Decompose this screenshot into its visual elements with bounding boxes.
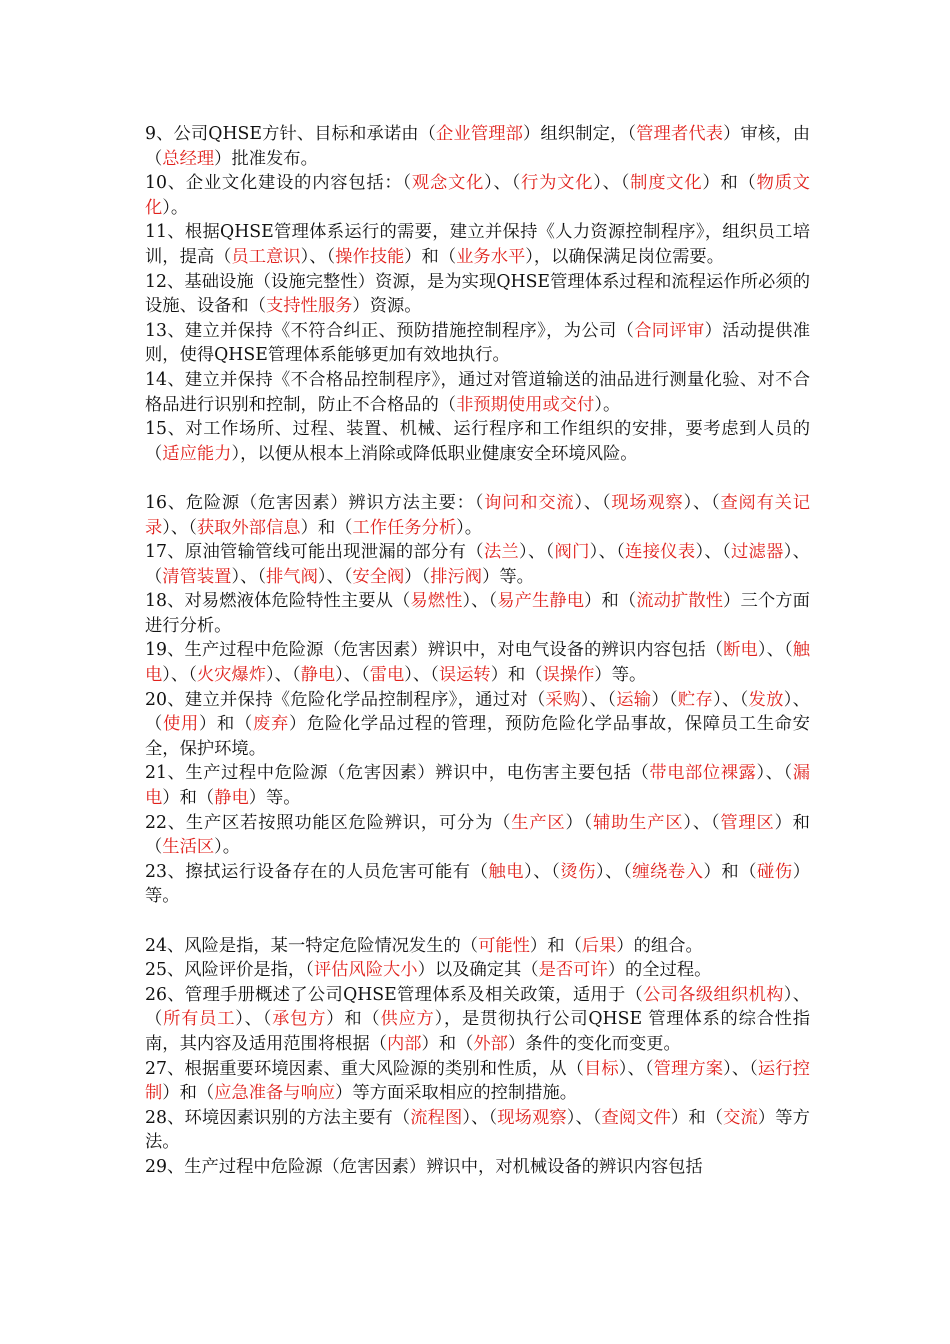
answer-text: 总经理: [162, 148, 215, 169]
question-text: ）、（: [266, 665, 301, 686]
question-text: 24、风险是指，某一特定危险情况发生的（: [145, 935, 479, 956]
question-text: ）危险化学品过程的管理，预防危险化学品事故，保障员工生命安全，保护环境。: [145, 714, 810, 759]
question-text: ）、（: [683, 812, 721, 833]
question-text: ）。: [214, 837, 241, 858]
answer-text: 过滤器: [730, 542, 784, 563]
question-text: ）（: [651, 689, 678, 710]
answer-text: 公司各级组织机构: [643, 984, 784, 1005]
answer-text: 操作技能: [335, 246, 405, 267]
question-text: 16、危险源（危害因素）辨识方法主要：（: [145, 492, 485, 513]
answer-text: 流动扩散性: [636, 591, 724, 612]
answer-text: 合同评审: [634, 320, 705, 341]
question-text: ）以及确定其（: [417, 960, 539, 981]
question-list: [145, 122, 810, 1180]
question-text: ）的组合。: [616, 935, 703, 956]
question-text: ）、（: [162, 517, 197, 538]
question-text: 12、基础设施（设施完整性）资源，是为实现QHSE管理体系过程和流程运作所必须的设施、设备和（: [145, 271, 810, 317]
question-text: ）和（: [162, 1083, 215, 1104]
answer-text: 触电: [488, 861, 525, 882]
answer-text: 现场观察: [611, 492, 684, 513]
question-paragraph: [145, 860, 810, 909]
answer-text: 火灾爆炸: [196, 665, 266, 686]
question-text: 25、风险评价是指，（: [145, 960, 314, 981]
question-paragraph: [145, 491, 810, 540]
question-text: ）、（: [723, 1058, 758, 1079]
question-text: ）组织制定，（: [523, 124, 637, 144]
question-text: 19、生产过程中危险源（危害因素）辨识中，对电气设备的辨识内容包括（: [145, 640, 724, 661]
answer-text: 断电: [723, 640, 758, 661]
question-text: 15、对工作场所、过程、装置、机械、运行程序和工作组织的安排，要考虑到人员的（: [145, 419, 810, 464]
answer-text: 供应方: [380, 1009, 435, 1030]
answer-text: 承包方: [272, 1009, 327, 1030]
answer-text: 评估风险大小: [313, 960, 418, 981]
question-text: ）、（: [300, 246, 336, 267]
question-text: ）和（: [162, 788, 215, 809]
answer-text: 现场观察: [497, 1107, 567, 1128]
answer-text: 内部: [386, 1033, 422, 1054]
question-paragraph: [145, 958, 810, 983]
answer-text: 漏电: [145, 763, 810, 809]
answer-text: 触电: [145, 640, 810, 686]
question-paragraph: [145, 638, 810, 687]
question-text: ）（: [404, 566, 431, 587]
question-text: ）和（: [529, 935, 582, 956]
question-text: ）批准发布。: [214, 148, 318, 169]
answer-text: 获取外部信息: [196, 517, 301, 538]
answer-text: 废弃: [252, 714, 289, 735]
question-paragraph: [145, 319, 810, 368]
question-text: ）和（: [584, 591, 637, 612]
answer-text: 物质文化: [145, 173, 810, 218]
question-text: ）和（: [300, 517, 353, 538]
question-text: ），是贯彻执行公司QHSE 管理体系的综合性指南，其内容及适用范围将根据（: [145, 1009, 810, 1054]
question-text: ）、（: [574, 492, 612, 513]
answer-text: 观念文化: [411, 173, 485, 194]
question-text: 21、生产过程中危险源（危害因素）辨识中，电伤害主要包括（: [145, 763, 650, 784]
question-text: 17、原油管输管线可能出现泄漏的部分有（: [145, 542, 484, 563]
answer-text: 安全阀: [352, 566, 405, 587]
question-text: ）和（: [671, 1107, 724, 1128]
question-paragraph: [145, 934, 810, 959]
question-text: ）、（: [713, 689, 749, 710]
answer-text: 使用: [163, 714, 199, 735]
question-paragraph: [145, 220, 810, 269]
question-text: ）、（: [484, 173, 522, 194]
question-text: ）。: [594, 394, 621, 415]
question-text: ）资源。: [352, 296, 422, 317]
question-text: 18、对易燃液体危险特性主要从（: [145, 591, 411, 612]
question-text: ）条件的变化而变更。: [507, 1033, 681, 1054]
question-text: 29、生产过程中危险源（危害因素）辨识中，对机械设备的辨识内容包括: [145, 1156, 703, 1177]
answer-text: 可能性: [478, 935, 530, 956]
answer-text: 带电部位裸露: [649, 763, 757, 784]
answer-text: 查阅文件: [601, 1107, 672, 1128]
question-text: ）、（: [618, 1058, 654, 1079]
answer-text: 运输: [616, 689, 652, 710]
question-text: ）、（: [335, 665, 370, 686]
question-text: ）、（: [566, 1107, 602, 1128]
question-text: ）等。: [482, 566, 534, 587]
question-text: ）三个方面进行分析。: [145, 591, 810, 636]
answer-text: 发放: [748, 689, 784, 710]
answer-text: 应急准备与响应: [214, 1083, 336, 1104]
answer-text: 制度文化: [630, 173, 703, 194]
question-text: ），以便从根本上消除或降低职业健康安全环境风险。: [231, 443, 638, 464]
question-paragraph: [145, 1155, 810, 1180]
question-text: ）等方法。: [145, 1107, 810, 1153]
question-text: ）、（: [593, 173, 631, 194]
question-paragraph: [145, 688, 810, 762]
section-gap: [145, 909, 810, 934]
answer-text: 排污阀: [430, 566, 483, 587]
question-paragraph: [145, 368, 810, 417]
answer-text: 贮存: [677, 689, 714, 710]
question-text: ）和（: [404, 246, 457, 267]
answer-text: 运行控制: [145, 1058, 810, 1104]
answer-text: 询问和交流: [484, 492, 575, 513]
question-text: ）和（: [421, 1033, 474, 1054]
question-text: ）、（: [462, 1107, 498, 1128]
question-text: ）等。: [145, 861, 810, 907]
answer-text: 适应能力: [162, 443, 232, 464]
question-text: 9、公司QHSE方针、目标和承诺由（: [145, 124, 437, 144]
question-text: ）和（: [703, 861, 758, 882]
answer-text: 外部: [473, 1033, 508, 1054]
answer-text: 易产生静电: [497, 591, 585, 612]
answer-text: 支持性服务: [265, 296, 353, 317]
question-text: ）审核，由（: [145, 124, 810, 169]
question-text: ）、（: [145, 689, 810, 735]
question-text: ）（: [565, 812, 594, 833]
question-text: ）、（: [317, 566, 353, 587]
question-text: ），以确保满足岗位需要。: [525, 246, 724, 267]
answer-text: 阀门: [554, 542, 590, 563]
question-text: ）、（: [145, 542, 810, 587]
answer-text: 易燃性: [410, 591, 463, 612]
question-text: ）等。: [594, 665, 647, 686]
answer-text: 管理方案: [653, 1058, 724, 1079]
answer-text: 烫伤: [560, 861, 596, 882]
question-paragraph: [145, 761, 810, 810]
question-text: ）、（: [757, 640, 793, 661]
question-text: ）活动提供准则，使得QHSE管理体系能够更加有效地执行。: [145, 320, 810, 366]
answer-text: 管理区: [720, 812, 775, 833]
answer-text: 业务水平: [456, 246, 526, 267]
question-text: ）。: [162, 197, 189, 218]
question-text: ）、（: [756, 763, 793, 784]
question-text: ）等方面采取相应的控制措施。: [335, 1083, 578, 1104]
question-text: ）和（: [702, 173, 757, 194]
question-text: 10、企业文化建设的内容包括：（: [145, 173, 412, 194]
question-text: ）的全过程。: [607, 960, 712, 981]
question-paragraph: [145, 122, 810, 171]
question-text: ）、（: [231, 566, 266, 587]
answer-text: 员工意识: [231, 246, 301, 267]
question-text: ）等。: [248, 788, 301, 809]
question-text: 23、擦拭运行设备存在的人员危害可能有（: [145, 861, 489, 882]
question-paragraph: [145, 417, 810, 466]
answer-text: 后果: [581, 935, 617, 956]
question-text: ）、（: [162, 665, 197, 686]
answer-text: 采购: [545, 689, 581, 710]
answer-text: 清管装置: [162, 566, 232, 587]
question-text: ）、（: [596, 861, 633, 882]
question-text: ）和（: [198, 714, 253, 735]
answer-text: 交流: [723, 1107, 758, 1128]
answer-text: 目标: [584, 1058, 619, 1079]
answer-text: 法兰: [483, 542, 520, 563]
question-text: ）和（: [145, 812, 810, 858]
answer-text: 静电: [300, 665, 336, 686]
answer-text: 连接仪表: [625, 542, 696, 563]
answer-text: 是否可许: [538, 960, 608, 981]
section-gap: [145, 466, 810, 491]
question-text: ）。: [456, 517, 483, 538]
question-text: ）、（: [695, 542, 731, 563]
answer-text: 静电: [214, 788, 249, 809]
answer-text: 所有员工: [163, 1009, 236, 1030]
question-text: ）、（: [519, 542, 555, 563]
answer-text: 误操作: [542, 665, 595, 686]
question-paragraph: [145, 540, 810, 589]
question-text: ）、（: [683, 492, 721, 513]
answer-text: 企业管理部: [436, 124, 524, 144]
question-text: 27、根据重要环境因素、重大风险源的类别和性质，从（: [145, 1058, 585, 1079]
answer-text: 行为文化: [521, 173, 594, 194]
question-paragraph: [145, 983, 810, 1057]
answer-text: 碰伤: [757, 861, 793, 882]
question-text: 20、建立并保持《危险化学品控制程序》，通过对（: [145, 689, 546, 710]
answer-text: 查阅有关记录: [145, 492, 810, 538]
question-text: 22、生产区若按照功能区危险辨识，可分为（: [145, 812, 512, 833]
question-text: ）、（: [589, 542, 626, 563]
answer-text: 雷电: [369, 665, 405, 686]
question-text: 26、管理手册概述了公司QHSE管理体系及相关政策，适用于（: [145, 984, 644, 1005]
answer-text: 生产区: [511, 812, 566, 833]
answer-text: 误运转: [438, 665, 491, 686]
answer-text: 排气阀: [266, 566, 318, 587]
question-text: ）和（: [490, 665, 543, 686]
question-text: 14、建立并保持《不合格品控制程序》，通过对管道输送的油品进行测量化验、对不合格品进行识别和控制，防止不合格品的（: [145, 369, 810, 415]
answer-text: 工作任务分析: [352, 517, 457, 538]
question-text: ）、（: [404, 665, 439, 686]
answer-text: 辅助生产区: [593, 812, 684, 833]
question-paragraph: [145, 270, 810, 319]
answer-text: 非预期使用或交付: [456, 394, 595, 415]
question-paragraph: [145, 1106, 810, 1155]
answer-text: 管理者代表: [636, 124, 724, 144]
question-text: ）和（: [326, 1009, 381, 1030]
question-paragraph: [145, 811, 810, 860]
question-text: ）、（: [580, 689, 617, 710]
answer-text: 生活区: [162, 837, 215, 858]
question-text: 28、环境因素识别的方法主要有（: [145, 1107, 411, 1128]
question-text: 11、根据QHSE管理体系运行的需要，建立并保持《人力资源控制程序》，组织员工培训，提高（: [145, 222, 810, 267]
question-text: ）、（: [524, 861, 561, 882]
question-paragraph: [145, 171, 810, 220]
question-paragraph: [145, 589, 810, 638]
question-text: ）、（: [145, 984, 810, 1030]
question-text: ）、（: [462, 591, 498, 612]
question-text: ）、（: [235, 1009, 273, 1030]
question-text: 13、建立并保持《不符合纠正、预防措施控制程序》，为公司（: [145, 320, 635, 341]
question-paragraph: [145, 1057, 810, 1106]
answer-text: 缠绕卷入: [632, 861, 704, 882]
answer-text: 流程图: [410, 1107, 463, 1128]
